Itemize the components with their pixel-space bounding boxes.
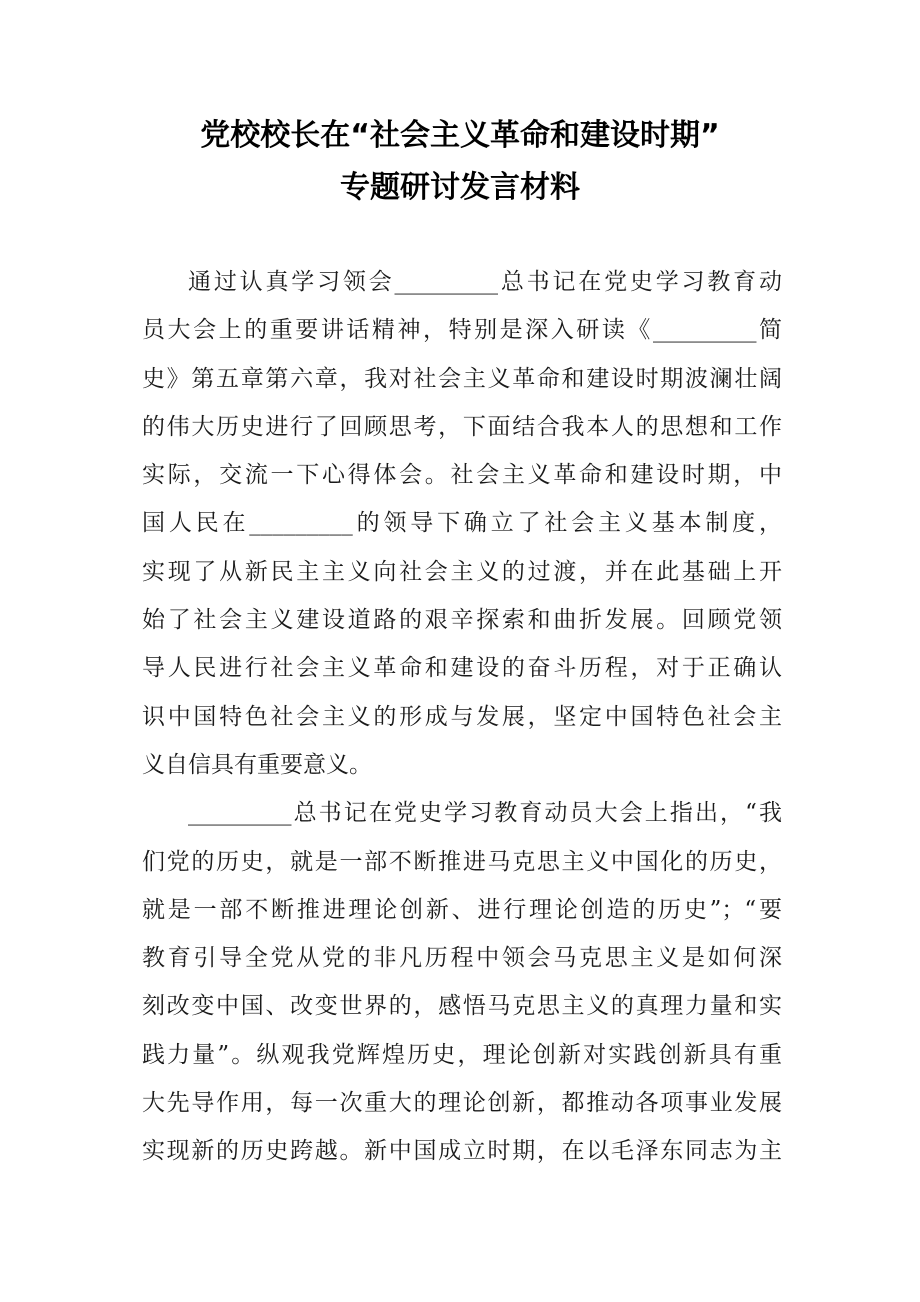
paragraph-line: 始了社会主义建设道路的艰辛探索和曲折发展。回顾党领 bbox=[142, 607, 782, 634]
document-title-line-2: 专题研讨发言材料 bbox=[340, 170, 580, 205]
paragraph-line: 刻改变中国、改变世界的，感悟马克思主义的真理力量和实 bbox=[142, 993, 782, 1020]
document-body bbox=[142, 258, 782, 1176]
paragraph-line: 义自信具有重要意义。 bbox=[142, 751, 372, 778]
paragraph-line: 国人民在_________的领导下确立了社会主义基本制度， bbox=[142, 510, 782, 537]
paragraph-line: 史》第五章第六章，我对社会主义革命和建设时期波澜壮阔 bbox=[142, 365, 782, 392]
paragraph-line: 大先导作用，每一次重大的理论创新，都推动各项事业发展 bbox=[142, 1090, 782, 1117]
paragraph-line: 识中国特色社会主义的形成与发展，坚定中国特色社会主 bbox=[142, 703, 782, 730]
paragraph-line: _________总书记在党史学习教育动员大会上指出，“我 bbox=[188, 800, 782, 827]
paragraph-line: 教育引导全党从党的非凡历程中领会马克思主义是如何深 bbox=[142, 945, 782, 972]
paragraph-1 bbox=[142, 258, 782, 789]
paragraph-line: 导人民进行社会主义革命和建设的奋斗历程，对于正确认 bbox=[142, 655, 782, 682]
paragraph-line: 的伟大历史进行了回顾思考，下面结合我本人的思想和工作 bbox=[142, 413, 782, 440]
document-title-line-1: 党校校长在“社会主义革命和建设时期” bbox=[200, 118, 720, 153]
paragraph-line: 员大会上的重要讲话精神，特别是深入研读《_________简 bbox=[142, 317, 782, 344]
paragraph-line: 们党的历史，就是一部不断推进马克思主义中国化的历史， bbox=[142, 848, 782, 875]
paragraph-line: 实现新的历史跨越。新中国成立时期，在以毛泽东同志为主 bbox=[142, 1138, 782, 1165]
paragraph-line: 就是一部不断推进理论创新、进行理论创造的历史”；“要 bbox=[142, 896, 782, 923]
paragraph-2 bbox=[142, 789, 782, 1175]
paragraph-line: 通过认真学习领会_________总书记在党史学习教育动 bbox=[188, 269, 782, 295]
paragraph-line: 践力量”。纵观我党辉煌历史，理论创新对实践创新具有重 bbox=[142, 1041, 782, 1068]
paragraph-line: 实际，交流一下心得体会。社会主义革命和建设时期，中 bbox=[142, 462, 782, 489]
paragraph-line: 实现了从新民主主义向社会主义的过渡，并在此基础上开 bbox=[142, 558, 782, 585]
